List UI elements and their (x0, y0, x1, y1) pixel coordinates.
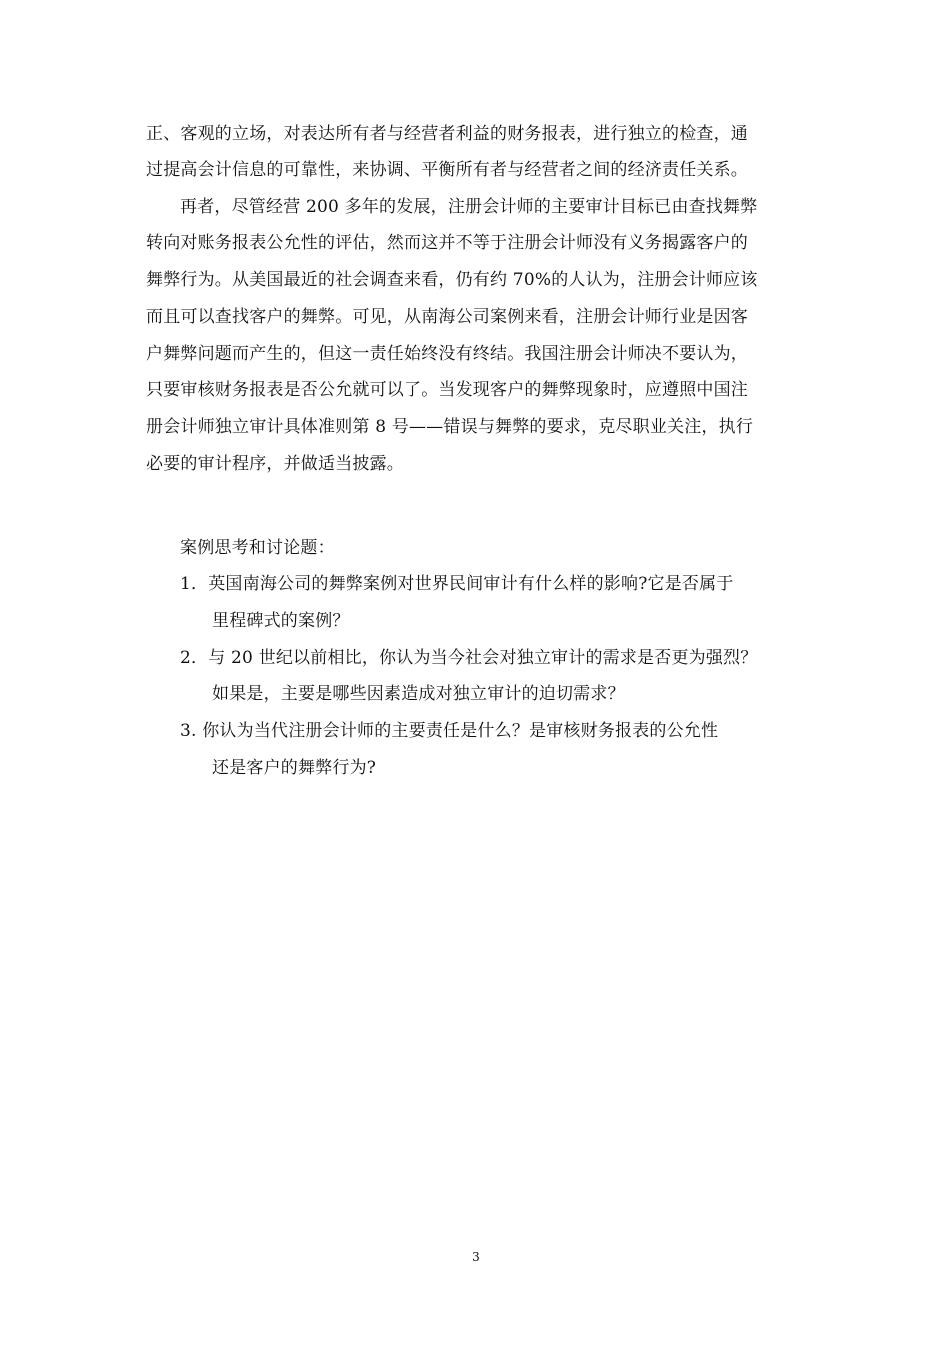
paragraph-2-line-6: 只要审核财务报表是否公允就可以了。当发现客户的舞弊现象时，应遵照中国注 (146, 380, 748, 400)
question-2-line-2: 如果是，主要是哪些因素造成对独立审计的迫切需求？ (212, 684, 625, 704)
paragraph-2-line-1: 再者，尽管经营 200 多年的发展，注册会计师的主要审计目标已由查找舞弊 (180, 197, 758, 217)
paragraph-2-line-4: 而且可以查找客户的舞弊。可见，从南海公司案例来看，注册会计师行业是因客 (146, 307, 748, 327)
question-1-line-2: 里程碑式的案例？ (212, 611, 350, 631)
questions-heading: 案例思考和讨论题： (180, 538, 335, 558)
paragraph-2-line-2: 转向对账务报表公允性的评估，然而这并不等于注册会计师没有义务揭露客户的 (146, 233, 748, 253)
paragraph-1-line-1: 正、客观的立场，对表达所有者与经营者利益的财务报表，进行独立的检查，通 (146, 124, 748, 144)
question-3-line-1: 3. 你认为当代注册会计师的主要责任是什么？是审核财务报表的公允性 (180, 721, 719, 741)
question-3-line-2: 还是客户的舞弊行为? (212, 758, 377, 778)
question-1-line-1: 1．英国南海公司的舞弊案例对世界民间审计有什么样的影响?它是否属于 (180, 574, 734, 594)
paragraph-2-line-7: 册会计师独立审计具体准则第 8 号——错误与舞弊的要求，克尽职业关注，执行 (146, 417, 754, 437)
page-number: 3 (472, 1250, 480, 1264)
paragraph-1-line-2: 过提高会计信息的可靠性，来协调、平衡所有者与经营者之间的经济责任关系。 (146, 160, 748, 180)
paragraph-2-line-3: 舞弊行为。从美国最近的社会调查来看，仍有约 70%的人认为，注册会计师应该 (146, 270, 758, 290)
paragraph-2-line-5: 户舞弊问题而产生的，但这一责任始终没有终结。我国注册会计师决不要认为， (146, 344, 748, 364)
question-2-line-1: 2．与 20 世纪以前相比，你认为当今社会对独立审计的需求是否更为强烈？ (180, 648, 758, 668)
paragraph-2-line-8: 必要的审计程序，并做适当披露。 (146, 454, 404, 474)
